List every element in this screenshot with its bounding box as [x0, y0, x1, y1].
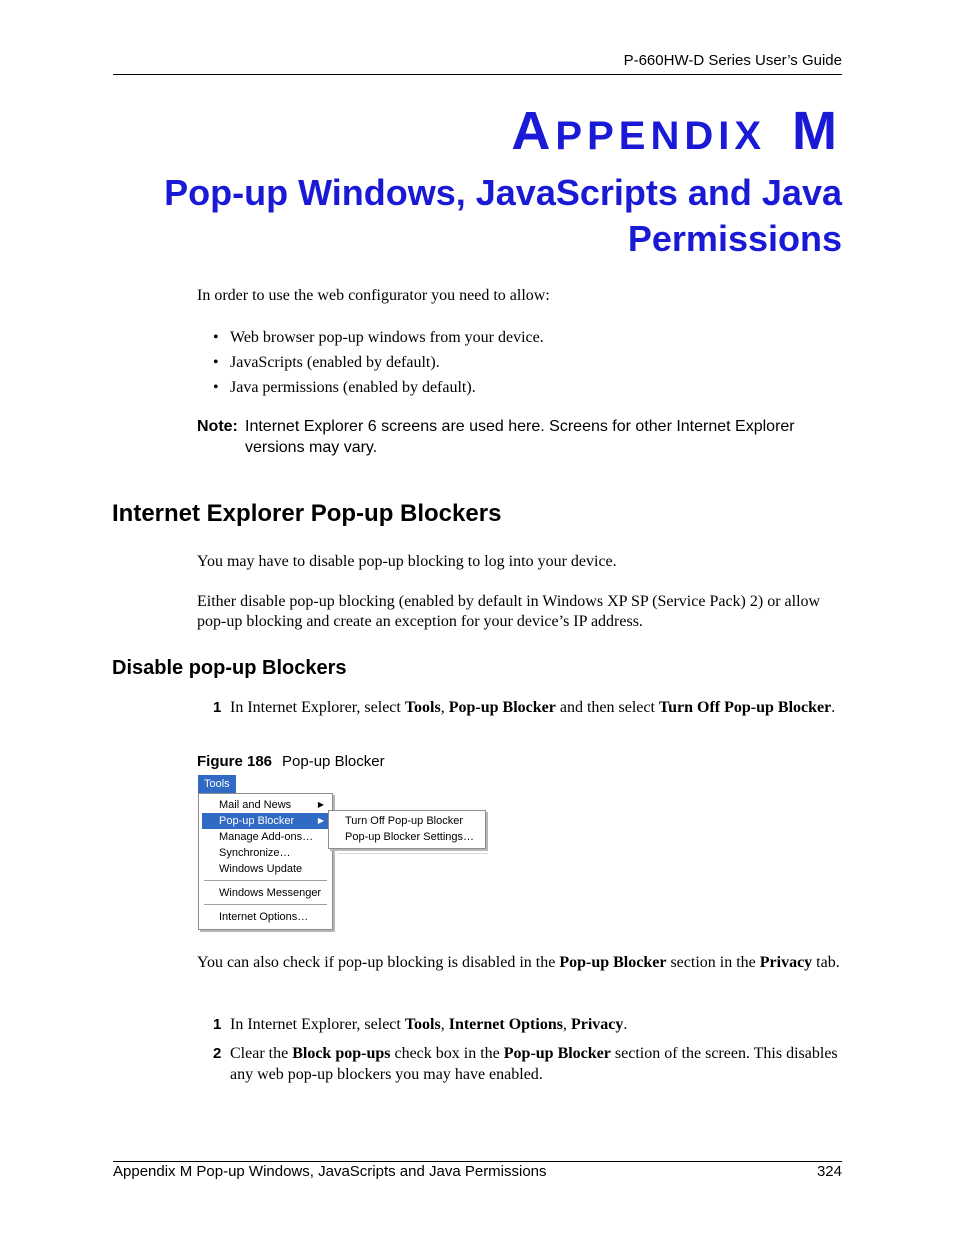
figure-title: Pop-up Blocker [282, 753, 385, 770]
intro-paragraph: In order to use the web configurator you need to allow: [197, 287, 550, 304]
tools-dropdown-menu [198, 793, 333, 930]
list-item: • Web browser pop-up windows from your device. [213, 325, 544, 350]
tools-menu-screenshot [198, 775, 488, 930]
popup-blocker-submenu [328, 810, 486, 849]
list-item: • Java permissions (enabled by default). [213, 375, 544, 400]
menu-item-popup-blocker-settings[interactable]: Pop-up Blocker Settings… [345, 831, 475, 843]
section-heading-ie-blockers: Internet Explorer Pop-up Blockers [112, 500, 502, 527]
appendix-label [511, 100, 842, 162]
note-text: Internet Explorer 6 screens are used here. Screens for other Internet Explorer versions may vary. [245, 418, 795, 456]
step-item: 2 Clear the Block pop-ups check box in the Pop-up Blocker section of the screen. This disables any web pop-up blockers you may have enabled. [213, 1045, 838, 1083]
appendix-word-rest: PPENDIX [555, 114, 767, 158]
menu-item-popup-blocker[interactable]: Pop-up Blocker ▶ [202, 813, 329, 829]
menu-item-mail-and-news[interactable]: Mail and News ▶ [219, 799, 324, 811]
running-header: P-660HW-D Series User’s Guide [623, 52, 842, 69]
appendix-letter: M [792, 101, 842, 161]
menu-item-internet-options[interactable]: Internet Options… [219, 911, 309, 923]
menu-item-synchronize[interactable]: Synchronize… [219, 847, 291, 859]
menu-separator [204, 904, 327, 905]
footer-rule [113, 1161, 842, 1162]
menu-item-windows-update[interactable]: Windows Update [219, 863, 303, 875]
step-number: 1 [213, 699, 222, 716]
menu-separator [204, 880, 327, 881]
figure-caption [197, 753, 385, 770]
list-item: • JavaScripts (enabled by default). [213, 350, 544, 375]
subsection-heading-disable: Disable pop-up Blockers [112, 657, 347, 679]
step-item: 1 In Internet Explorer, select Tools, Internet Options, Privacy. [213, 1016, 628, 1033]
requirements-list [213, 325, 544, 400]
appendix-first-letter: A [511, 101, 556, 161]
privacy-paragraph: You can also check if pop-up blocking is disabled in the Pop-up Blocker section in the Privacy tab. [197, 954, 840, 971]
step-number: 2 [213, 1045, 222, 1062]
menu-item-manage-addons[interactable]: Manage Add-ons… [219, 831, 314, 843]
page-number: 324 [816, 1163, 842, 1180]
footer-chapter-title: Appendix M Pop-up Windows, JavaScripts and Java Permissions [113, 1163, 547, 1180]
step-item: 1 In Internet Explorer, select Tools, Pop-up Blocker and then select Turn Off Pop-up Blocker. [213, 699, 836, 716]
note-label: Note: [197, 418, 238, 435]
background-ghost-line [338, 853, 488, 854]
step-number: 1 [213, 1016, 222, 1033]
menu-item-turn-off-popup-blocker[interactable]: Turn Off Pop-up Blocker [345, 815, 463, 827]
paragraph: Either disable pop-up blocking (enabled by default in Windows XP SP (Service Pack) 2) or allow pop-up blocking and create an exception for your device’s IP address. [197, 593, 821, 630]
figure-label: Figure 186 [197, 753, 273, 770]
submenu-arrow-icon: ▶ [317, 800, 324, 809]
note-block [197, 416, 842, 458]
tools-menu-button[interactable]: Tools [198, 775, 236, 793]
header-rule [113, 74, 842, 75]
menu-item-windows-messenger[interactable]: Windows Messenger [219, 887, 322, 899]
submenu-arrow-icon: ▶ [317, 816, 324, 825]
paragraph: You may have to disable pop-up blocking to log into your device. [197, 553, 617, 570]
page-title: Pop-up Windows, JavaScripts and Java Permissions [164, 172, 842, 259]
